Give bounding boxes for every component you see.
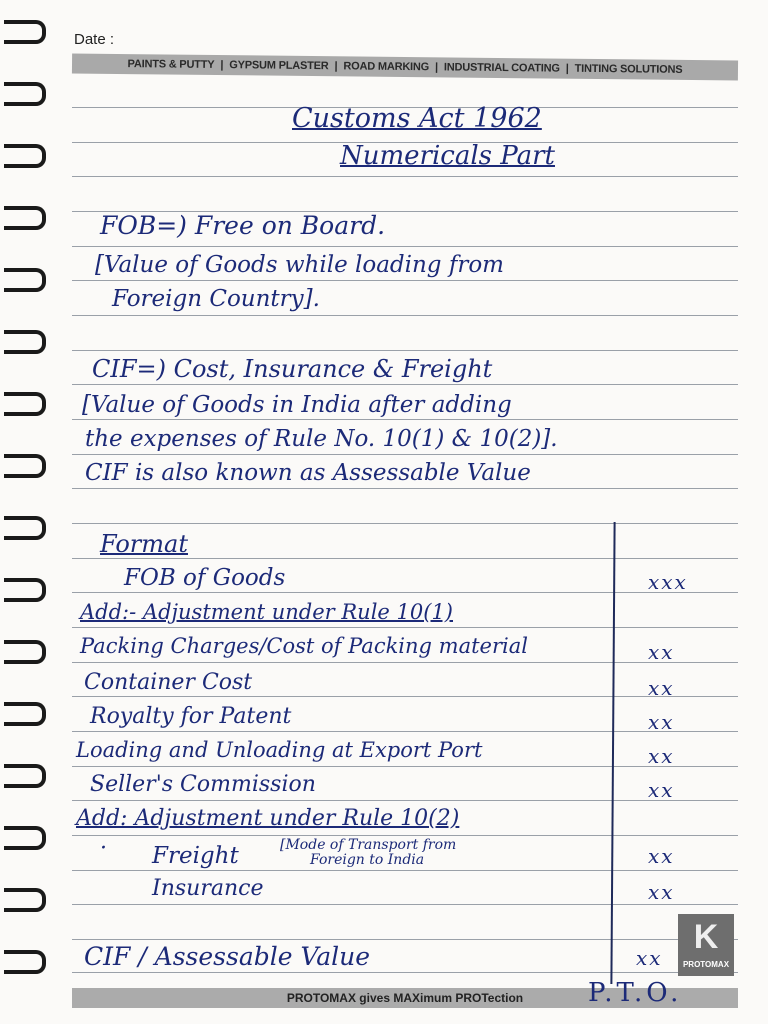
fob-desc-1: [Value of Goods while loading from <box>95 252 504 278</box>
ruled-line <box>72 870 738 871</box>
cif-desc-3: CIF is also known as Assessable Value <box>85 460 531 486</box>
ruled-line <box>72 696 738 697</box>
row-label: Add: Adjustment under Rule 10(2) <box>76 806 460 831</box>
ruled-line <box>72 176 738 177</box>
cif-desc-1: [Value of Goods in India after adding <box>82 392 512 418</box>
cif-heading: CIF=) Cost, Insurance & Freight <box>92 355 493 383</box>
row-amount: xx <box>648 676 675 700</box>
row-amount: xx <box>648 710 675 734</box>
row-amount: xx <box>648 744 675 768</box>
ruled-line <box>72 488 738 489</box>
header-separator: | <box>220 59 224 72</box>
row-label: Packing Charges/Cost of Packing material <box>80 634 528 658</box>
ruled-line <box>72 384 738 385</box>
spiral-ring <box>4 888 46 912</box>
ruled-line <box>72 315 738 316</box>
freight-note-line-1: [Mode of Transport from <box>280 837 457 853</box>
ruled-line <box>72 419 738 420</box>
ruled-line <box>72 246 738 247</box>
header-separator: | <box>434 61 439 74</box>
row-label: CIF / Assessable Value <box>84 942 371 971</box>
row-label: Freight <box>152 843 239 869</box>
spiral-ring <box>4 702 46 726</box>
header-separator: | <box>565 62 569 75</box>
protomax-logo <box>678 914 734 976</box>
spiral-ring <box>4 826 46 850</box>
header-item: TINTING SOLUTIONS <box>574 62 683 76</box>
fob-heading: FOB=) Free on Board. <box>100 211 386 240</box>
logo-text: PROTOMAX <box>682 960 730 969</box>
spiral-binding <box>0 20 44 1020</box>
ruled-line <box>72 523 738 524</box>
cif-desc-2: the expenses of Rule No. 10(1) & 10(2)]. <box>85 426 558 452</box>
spiral-ring <box>4 950 46 974</box>
spiral-ring <box>4 454 46 478</box>
row-amount: xx <box>636 946 663 970</box>
row-amount: xx <box>648 640 675 664</box>
spiral-ring <box>4 578 46 602</box>
ruled-line <box>72 972 738 973</box>
freight-note <box>280 838 456 868</box>
row-label: Loading and Unloading at Export Port <box>76 738 483 762</box>
row-label: Insurance <box>152 876 264 901</box>
row-label: FOB of Goods <box>124 565 286 591</box>
ruled-line <box>72 939 738 940</box>
spiral-ring <box>4 764 46 788</box>
header-item: INDUSTRIAL COATING <box>443 61 560 75</box>
spiral-ring <box>4 144 46 168</box>
ruled-line <box>72 835 738 836</box>
ruled-line <box>72 280 738 281</box>
spiral-ring <box>4 640 46 664</box>
bullet: · <box>100 836 107 861</box>
date-label: Date : <box>74 31 115 48</box>
logo-mark: K <box>693 918 719 956</box>
header-separator: | <box>334 60 338 73</box>
freight-note-line-2: Foreign to India <box>310 852 425 868</box>
pto-note: P.T.O. <box>588 978 683 1008</box>
row-amount: xxx <box>648 570 688 594</box>
ruled-line <box>72 558 738 559</box>
ruled-line <box>72 731 738 732</box>
spiral-ring <box>4 206 46 230</box>
row-label: Seller's Commission <box>90 772 316 797</box>
spiral-ring <box>4 330 46 354</box>
row-amount: xx <box>648 778 675 802</box>
row-label: Add:- Adjustment under Rule 10(1) <box>80 600 453 624</box>
ruled-line <box>72 592 738 593</box>
row-label: Royalty for Patent <box>90 704 292 729</box>
row-label: Container Cost <box>84 670 253 695</box>
header-item: PAINTS & PUTTY <box>127 58 215 72</box>
spiral-ring <box>4 516 46 540</box>
footer-strip: PROTOMAX gives MAXimum PROTection <box>72 988 738 1008</box>
spiral-ring <box>4 20 46 44</box>
ruled-line <box>72 454 738 455</box>
ruled-line <box>72 627 738 628</box>
header-strip <box>72 54 738 81</box>
spiral-ring <box>4 268 46 292</box>
spiral-ring <box>4 82 46 106</box>
fob-desc-2: Foreign Country]. <box>112 286 320 312</box>
ruled-line <box>72 904 738 905</box>
title-line-1: Customs Act 1962 <box>292 103 542 134</box>
ruled-line <box>72 350 738 351</box>
ruled-line <box>72 662 738 663</box>
format-heading: Format <box>100 530 188 558</box>
row-amount: xx <box>648 844 675 868</box>
title-line-2: Numericals Part <box>340 141 555 171</box>
header-item: ROAD MARKING <box>343 60 430 74</box>
spiral-ring <box>4 392 46 416</box>
ruled-line <box>72 800 738 801</box>
row-amount: xx <box>648 880 675 904</box>
header-item: GYPSUM PLASTER <box>229 59 329 73</box>
ruled-line <box>72 766 738 767</box>
